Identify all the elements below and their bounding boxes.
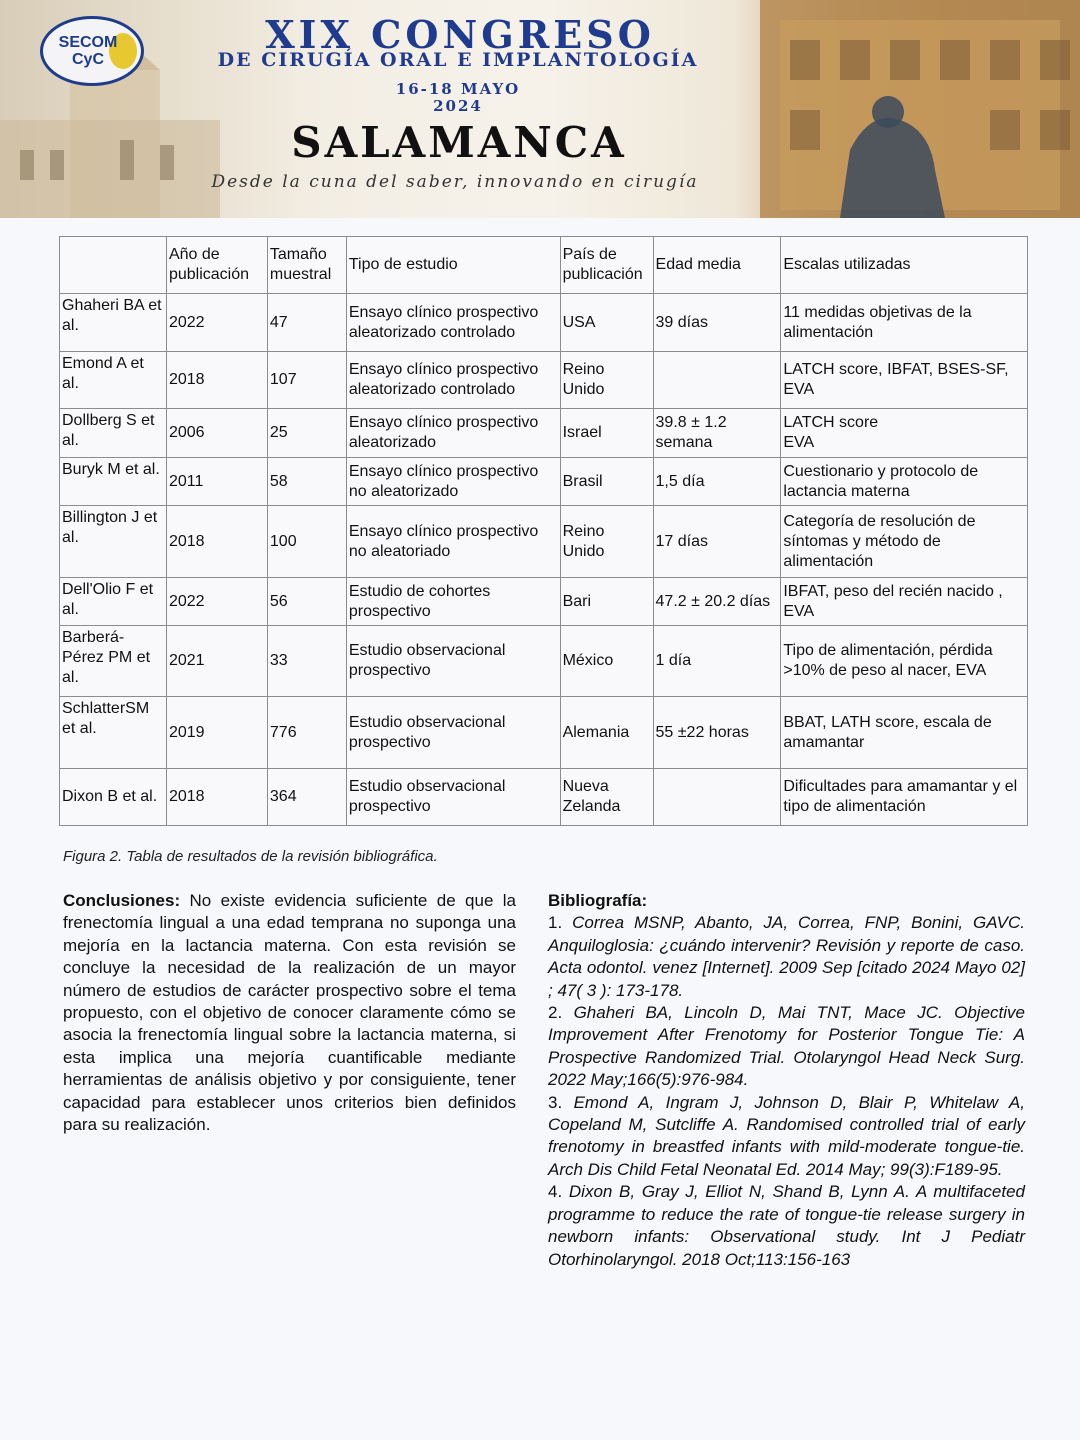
header-cell [60, 237, 167, 294]
country-cell: USA [560, 294, 653, 352]
author-cell: Emond A et al. [60, 352, 167, 409]
congress-motto: Desde la cuna del saber, innovando en cirugía [211, 172, 699, 192]
study-type-cell: Estudio observacional prospectivo [346, 697, 560, 769]
country-cell: Reino Unido [560, 352, 653, 409]
header-cell: Tamaño muestral [267, 237, 346, 294]
bib-text: Correa MSNP, Abanto, JA, Correa, FNP, Bonini, GAVC. Anquiloglosia: ¿cuándo intervenir? Revisión y reporte de caso. Acta odontol. venez [Internet]. 2009 Sep [citado 2024 Mayo 02] ; 47( 3 ): 173-178. [548, 913, 1025, 1000]
author-cell: Ghaheri BA et al. [60, 294, 167, 352]
date-line1: 16-18 MAYO [395, 80, 521, 98]
study-type-cell: Estudio de cohortes prospectivo [346, 578, 560, 626]
table-row [60, 506, 1028, 578]
sample-cell: 107 [267, 352, 346, 409]
logo-line1: SECOM [58, 34, 118, 51]
sample-cell: 364 [267, 769, 346, 826]
header-cell: País de publicación [560, 237, 653, 294]
year-cell: 2006 [166, 409, 267, 458]
author-cell: Dell'Olio F et al. [60, 578, 167, 626]
logo-text [49, 34, 127, 68]
age-cell: 47.2 ± 20.2 días [653, 578, 781, 626]
bib-number: 2. [548, 1003, 574, 1023]
sample-cell: 47 [267, 294, 346, 352]
sample-cell: 58 [267, 458, 346, 506]
scales-cell: Tipo de alimentación, pérdida >10% de peso al nacer, EVA [781, 626, 1028, 697]
table-row [60, 294, 1028, 352]
year-cell: 2021 [166, 626, 267, 697]
table-row [60, 458, 1028, 506]
header-cell: Tipo de estudio [346, 237, 560, 294]
scales-cell: IBFAT, peso del recién nacido , EVA [781, 578, 1028, 626]
age-cell: 1 día [653, 626, 781, 697]
secomcyc-logo [40, 16, 144, 86]
table-row [60, 409, 1028, 458]
bibliography-section [548, 890, 1025, 1271]
congress-subtitle: DE CIRUGÍA ORAL E IMPLANTOLOGÍA [217, 49, 699, 71]
age-cell: 39.8 ± 1.2 semana [653, 409, 781, 458]
age-cell: 55 ±22 horas [653, 697, 781, 769]
country-cell: México [560, 626, 653, 697]
country-cell: Nueva Zelanda [560, 769, 653, 826]
congress-city: SALAMANCA [291, 118, 627, 167]
conclusions-label: Conclusiones: [63, 891, 181, 910]
country-cell: Alemania [560, 697, 653, 769]
table-row [60, 697, 1028, 769]
scales-cell: Categoría de resolución de síntomas y método de alimentación [781, 506, 1028, 578]
logo-line2: CyC [71, 51, 104, 68]
study-type-cell: Ensayo clínico prospectivo no aleatorizado [346, 458, 560, 506]
year-cell: 2018 [166, 506, 267, 578]
scales-cell: LATCH score EVA [781, 409, 1028, 458]
table-row [60, 578, 1028, 626]
table-row [60, 626, 1028, 697]
conclusions-section [63, 890, 516, 1136]
age-cell: 17 días [653, 506, 781, 578]
table-row [60, 352, 1028, 409]
bib-number: 4. [548, 1182, 569, 1202]
bib-text: Ghaheri BA, Lincoln D, Mai TNT, Mace JC. Objective Improvement After Frenotomy for Posterior Tongue Tie: A Prospective Randomized Trial. Otolaryngol Head Neck Surg. 2022 May;166(5):976-984. [548, 1003, 1025, 1090]
congress-title: XIX CONGRESO [265, 12, 655, 57]
year-cell: 2019 [166, 697, 267, 769]
date-line2: 2024 [433, 97, 483, 115]
bib-number: 3. [548, 1092, 574, 1112]
figure-caption: Figura 2. Tabla de resultados de la revisión bibliográfica. [63, 848, 438, 865]
study-type-cell: Ensayo clínico prospectivo aleatorizado controlado [346, 352, 560, 409]
country-cell: Reino Unido [560, 506, 653, 578]
scales-cell: Dificultades para amamantar y el tipo de alimentación [781, 769, 1028, 826]
bibliography-item [548, 1002, 1025, 1092]
table-header-row [60, 237, 1028, 294]
author-cell: Buryk M et al. [60, 458, 167, 506]
table-row [60, 769, 1028, 826]
country-cell: Israel [560, 409, 653, 458]
header-cell: Escalas utilizadas [781, 237, 1028, 294]
scales-cell: LATCH score, IBFAT, BSES-SF, EVA [781, 352, 1028, 409]
author-cell: SchlatterSM et al. [60, 697, 167, 769]
bibliography-item [548, 1181, 1025, 1271]
country-cell: Bari [560, 578, 653, 626]
sample-cell: 776 [267, 697, 346, 769]
bibliography-title: Bibliografía: [548, 891, 648, 910]
bibliography-item [548, 912, 1025, 1002]
author-cell: Billington J et al. [60, 506, 167, 578]
author-cell: Dixon B et al. [60, 769, 167, 826]
year-cell: 2011 [166, 458, 267, 506]
congress-dates [358, 81, 558, 115]
header-cell: Año de publicación [166, 237, 267, 294]
study-type-cell: Ensayo clínico prospectivo no aleatoriado [346, 506, 560, 578]
country-cell: Brasil [560, 458, 653, 506]
year-cell: 2018 [166, 769, 267, 826]
year-cell: 2022 [166, 578, 267, 626]
sample-cell: 33 [267, 626, 346, 697]
conclusions-text: No existe evidencia suficiente de que la frenectomía lingual a una edad temprana no suponga una mejoría en la lactancia materna. Con esta revisión se concluye la necesidad de la realización de un mayor número de estudios de carácter prospectivo sobre el tema propuesto, con el objetivo de conocer claramente cómo se asocia la frenectomía lingual sobre la lactancia materna, si esta implica una mejoría cuantificable mediante herramientas de análisis objetivo y por consiguiente, tener capacidad para establecer unos criterios bien definidos para su realización. [63, 891, 516, 1135]
study-type-cell: Ensayo clínico prospectivo aleatorizado controlado [346, 294, 560, 352]
sample-cell: 25 [267, 409, 346, 458]
author-cell: Dollberg S et al. [60, 409, 167, 458]
age-cell: 39 días [653, 294, 781, 352]
bib-text: Dixon B, Gray J, Elliot N, Shand B, Lynn A. A multifaceted programme to reduce the rate of tongue-tie release surgery in newborn infants: Observational study. Int J Pediatr Otorhinolaryngol. 2018 Oct;113:156-163 [548, 1182, 1025, 1269]
study-type-cell: Estudio observacional prospectivo [346, 626, 560, 697]
year-cell: 2018 [166, 352, 267, 409]
bib-number: 1. [548, 913, 573, 933]
congress-banner [0, 0, 1080, 218]
scales-cell: 11 medidas objetivas de la alimentación [781, 294, 1028, 352]
bib-text: Emond A, Ingram J, Johnson D, Blair P, Whitelaw A, Copeland M, Sutcliffe A. Randomised controlled trial of early frenotomy in breastfed infants with mild-moderate tongue-tie. Arch Dis Child Fetal Neonatal Ed. 2014 May; 99(3):F189-95. [548, 1092, 1025, 1179]
age-cell: 1,5 día [653, 458, 781, 506]
author-cell: Barberá-Pérez PM et al. [60, 626, 167, 697]
age-cell [653, 769, 781, 826]
year-cell: 2022 [166, 294, 267, 352]
bibliography-item [548, 1092, 1025, 1182]
age-cell [653, 352, 781, 409]
results-table [59, 236, 1028, 826]
study-type-cell: Estudio observacional prospectivo [346, 769, 560, 826]
sample-cell: 56 [267, 578, 346, 626]
sample-cell: 100 [267, 506, 346, 578]
scales-cell: BBAT, LATH score, escala de amamantar [781, 697, 1028, 769]
study-type-cell: Ensayo clínico prospectivo aleatorizado [346, 409, 560, 458]
scales-cell: Cuestionario y protocolo de lactancia materna [781, 458, 1028, 506]
header-cell: Edad media [653, 237, 781, 294]
